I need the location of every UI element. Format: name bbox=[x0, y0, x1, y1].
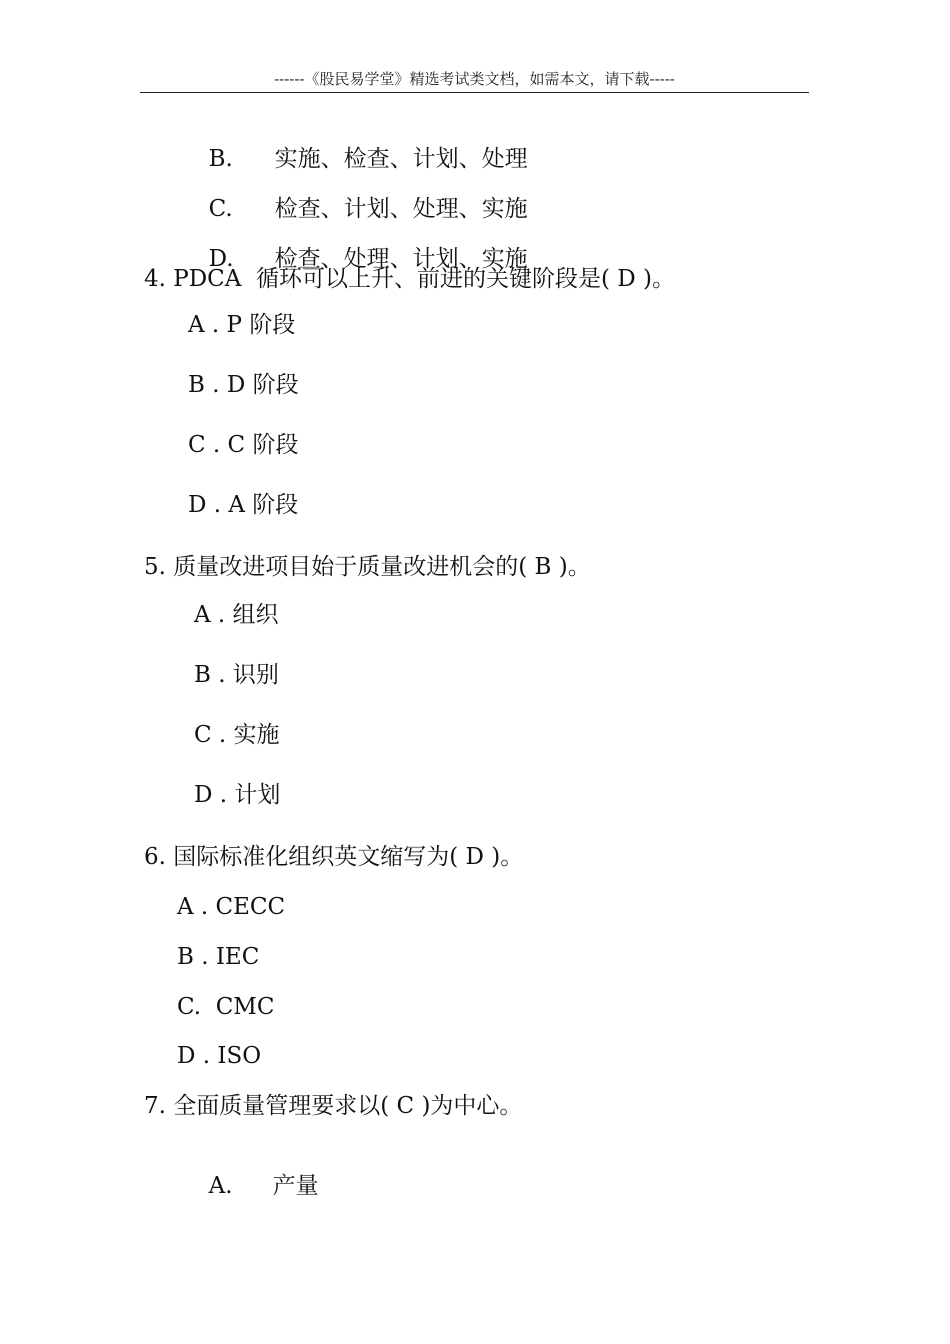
q5-option-c: C . 实施 bbox=[194, 722, 280, 748]
question-7: 7. 全面质量管理要求以( C )为中心。 bbox=[144, 1093, 523, 1119]
q4-option-c: C . C 阶段 bbox=[188, 432, 299, 458]
option-text: 检查、计划、处理、实施 bbox=[274, 196, 528, 222]
option-label: A. bbox=[208, 1173, 233, 1199]
option-text: 产量 bbox=[272, 1173, 319, 1199]
question-6: 6. 国际标准化组织英文缩写为( D )。 bbox=[144, 844, 524, 870]
q4-option-b: B . D 阶段 bbox=[188, 372, 299, 398]
q6-option-c: C. CMC bbox=[177, 994, 275, 1020]
q5-option-d: D . 计划 bbox=[194, 782, 281, 808]
q4-option-a: A . P 阶段 bbox=[188, 312, 296, 338]
q5-option-a: A . 组织 bbox=[194, 602, 279, 628]
option-label: D. bbox=[208, 246, 234, 272]
option-text: 实施、检查、计划、处理 bbox=[274, 146, 528, 172]
option-label: B. bbox=[208, 146, 233, 172]
q7-option-a bbox=[194, 1141, 319, 1201]
question-4: 4. PDCA 循环可以上升、前进的关键阶段是( D )。 bbox=[144, 266, 676, 292]
q6-option-a: A . CECC bbox=[177, 894, 286, 920]
option-label: C. bbox=[208, 196, 233, 222]
q6-option-b: B . IEC bbox=[177, 944, 260, 970]
q5-option-b: B . 识别 bbox=[194, 662, 279, 688]
option-text: 检查、处理、计划、实施 bbox=[274, 246, 528, 272]
page-header: ------《股民易学堂》精选考试类文档，如需本文，请下载----- bbox=[140, 68, 809, 93]
q4-option-d: D . A 阶段 bbox=[188, 492, 299, 518]
question-5: 5. 质量改进项目始于质量改进机会的( B )。 bbox=[144, 554, 591, 580]
q6-option-d: D . ISO bbox=[177, 1043, 262, 1069]
